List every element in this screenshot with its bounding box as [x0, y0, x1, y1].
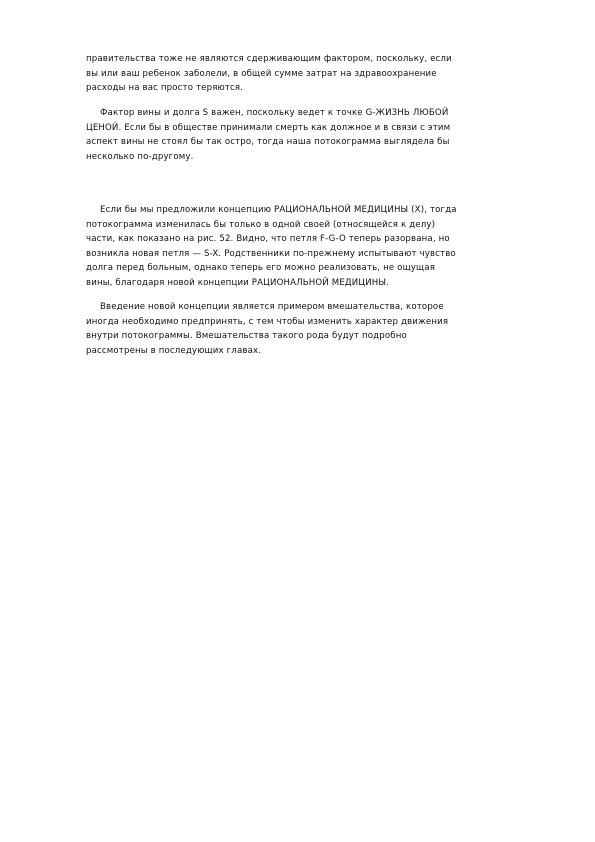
paragraph-line: аспект вины не стоял бы так остро, тогда наша потокограмма выглядела бы [86, 137, 450, 148]
paragraph-line: внутри потокограммы. Вмешательства такого рода будут подробно [86, 331, 407, 342]
paragraph-line: долга перед больным, однако теперь его можно реализовать, не ощущая [86, 263, 436, 274]
paragraph-line: несколько по-другому. [86, 151, 194, 162]
paragraph-line: расходы на вас просто теряются. [86, 83, 244, 94]
paragraph-line: вины, благодаря новой концепции РАЦИОНАЛЬНОЙ МЕДИЦИНЫ. [86, 277, 389, 288]
paragraph-3 [86, 203, 546, 291]
paragraph-line: рассмотрены в последующих главах. [86, 345, 262, 356]
paragraph-line: правительства тоже не являются сдерживающим фактором, поскольку, если [86, 54, 452, 64]
paragraph-line: Фактор вины и долга S важен, поскольку ведет к точке G-ЖИЗНЬ ЛЮБОЙ [100, 108, 449, 118]
paragraph-line: вы или ваш ребенок заболели, в общей сумме затрат на здравоохранение [86, 68, 437, 79]
paragraph-line: возникла новая петля — S-X. Родственники по-прежнему испытывают чувство [86, 248, 456, 259]
paragraph-line: потокограмма изменилась бы только в одной своей (относящейся к делу) [86, 219, 436, 230]
paragraph-line: иногда необходимо предпринять, с тем чтобы изменить характер движения [86, 316, 449, 327]
paragraph-2 [86, 106, 546, 164]
paragraph-1 [86, 52, 546, 96]
paragraph-line: Введение новой концепции является примером вмешательства, которое [100, 302, 444, 312]
paragraph-4 [86, 300, 546, 358]
paragraph-line: ЦЕНОЙ. Если бы в обществе принимали смерть как должное и в связи с этим [86, 122, 451, 133]
paragraph-line: части, как показано на рис. 52. Видно, что петля F-G-O теперь разорвана, но [86, 234, 450, 245]
paragraph-line: Если бы мы предложили концепцию РАЦИОНАЛЬНОЙ МЕДИЦИНЫ (X), тогда [100, 205, 457, 215]
